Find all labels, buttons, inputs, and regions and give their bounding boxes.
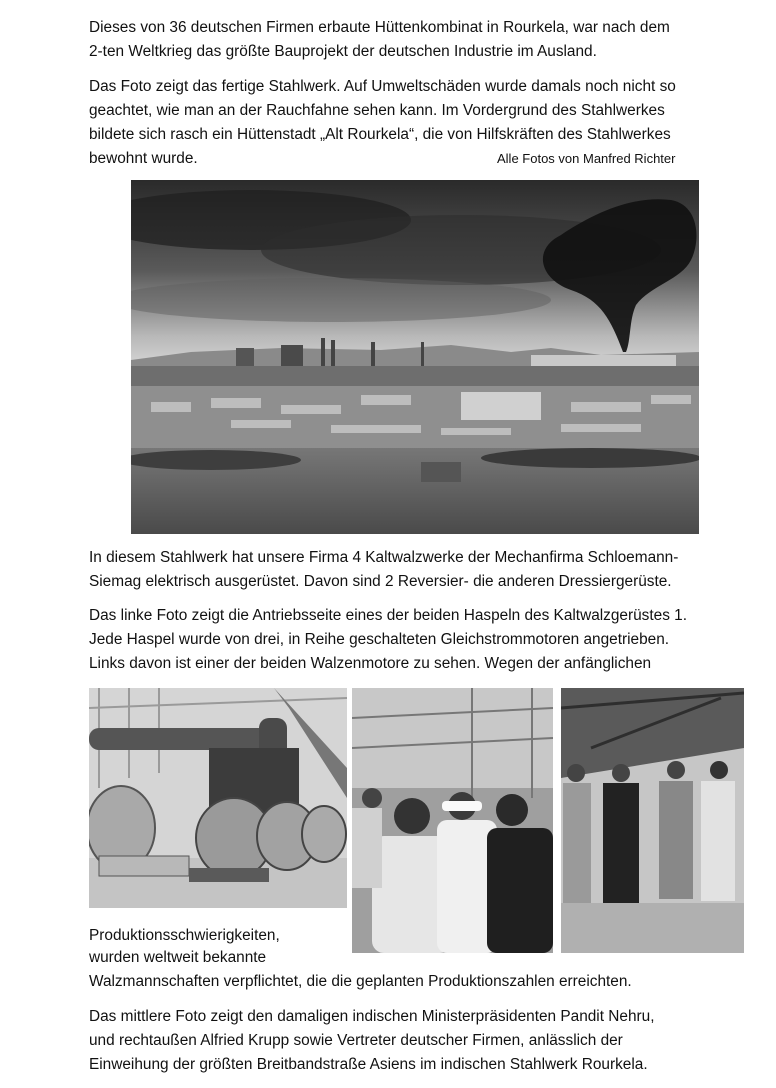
para2-line-4: bewohnt wurde.: [89, 150, 198, 167]
delegation-photo: [561, 688, 744, 953]
para4-cont-line-3: Walzmannschaften verpflichtet, die die geplanten Produktionszahlen erreichten.: [89, 973, 632, 990]
para5-line-1: Das mittlere Foto zeigt den damaligen indischen Ministerpräsidenten Pandit Nehru,: [89, 1008, 655, 1025]
steelworks-photo: [131, 180, 699, 534]
para5-line-3: Einweihung der größten Breitbandstraße Asiens im indischen Stahlwerk Rourkela.: [89, 1056, 648, 1073]
para4-line-3: Links davon ist einer der beiden Walzenmotore zu sehen. Wegen der anfänglichen: [89, 655, 652, 672]
para4-line-1: Das linke Foto zeigt die Antriebsseite eines der beiden Haspeln des Kaltwalzgerüstes 1.: [89, 607, 688, 624]
para2-line-1: Das Foto zeigt das fertige Stahlwerk. Auf Umweltschäden wurde damals noch nicht so: [89, 78, 676, 95]
para2-line-3: bildete sich rasch ein Hüttenstadt „Alt Rourkela“, die von Hilfskräften des Stahlwerkes: [89, 126, 671, 143]
para4-cont-line-2: wurden weltweit bekannte: [89, 949, 267, 966]
intro-line-2: 2-ten Weltkrieg das größte Bauprojekt der deutschen Industrie im Ausland.: [89, 43, 597, 60]
nehru-inauguration-photo: [352, 688, 553, 953]
para5-line-2: und rechtaußen Alfried Krupp sowie Vertreter deutscher Firmen, anlässlich der: [89, 1032, 623, 1049]
intro-line-1: Dieses von 36 deutschen Firmen erbaute Hüttenkombinat in Rourkela, war nach dem: [89, 19, 670, 36]
photo-credit: Alle Fotos von Manfred Richter: [497, 151, 676, 166]
para4-line-2: Jede Haspel wurde von drei, in Reihe geschalteten Gleichstrommotoren angetrieben.: [89, 631, 670, 648]
para2-line-2: geachtet, wie man an der Rauchfahne sehen kann. Im Vordergrund des Stahlwerkes: [89, 102, 665, 119]
coiler-drive-photo: [89, 688, 347, 908]
para3-line-1: In diesem Stahlwerk hat unsere Firma 4 Kaltwalzwerke der Mechanfirma Schloemann-: [89, 549, 679, 566]
para3-line-2: Siemag elektrisch ausgerüstet. Davon sind 2 Reversier- die anderen Dressiergerüste.: [89, 573, 672, 590]
para4-cont-line-1: Produktionsschwierigkeiten,: [89, 927, 280, 944]
